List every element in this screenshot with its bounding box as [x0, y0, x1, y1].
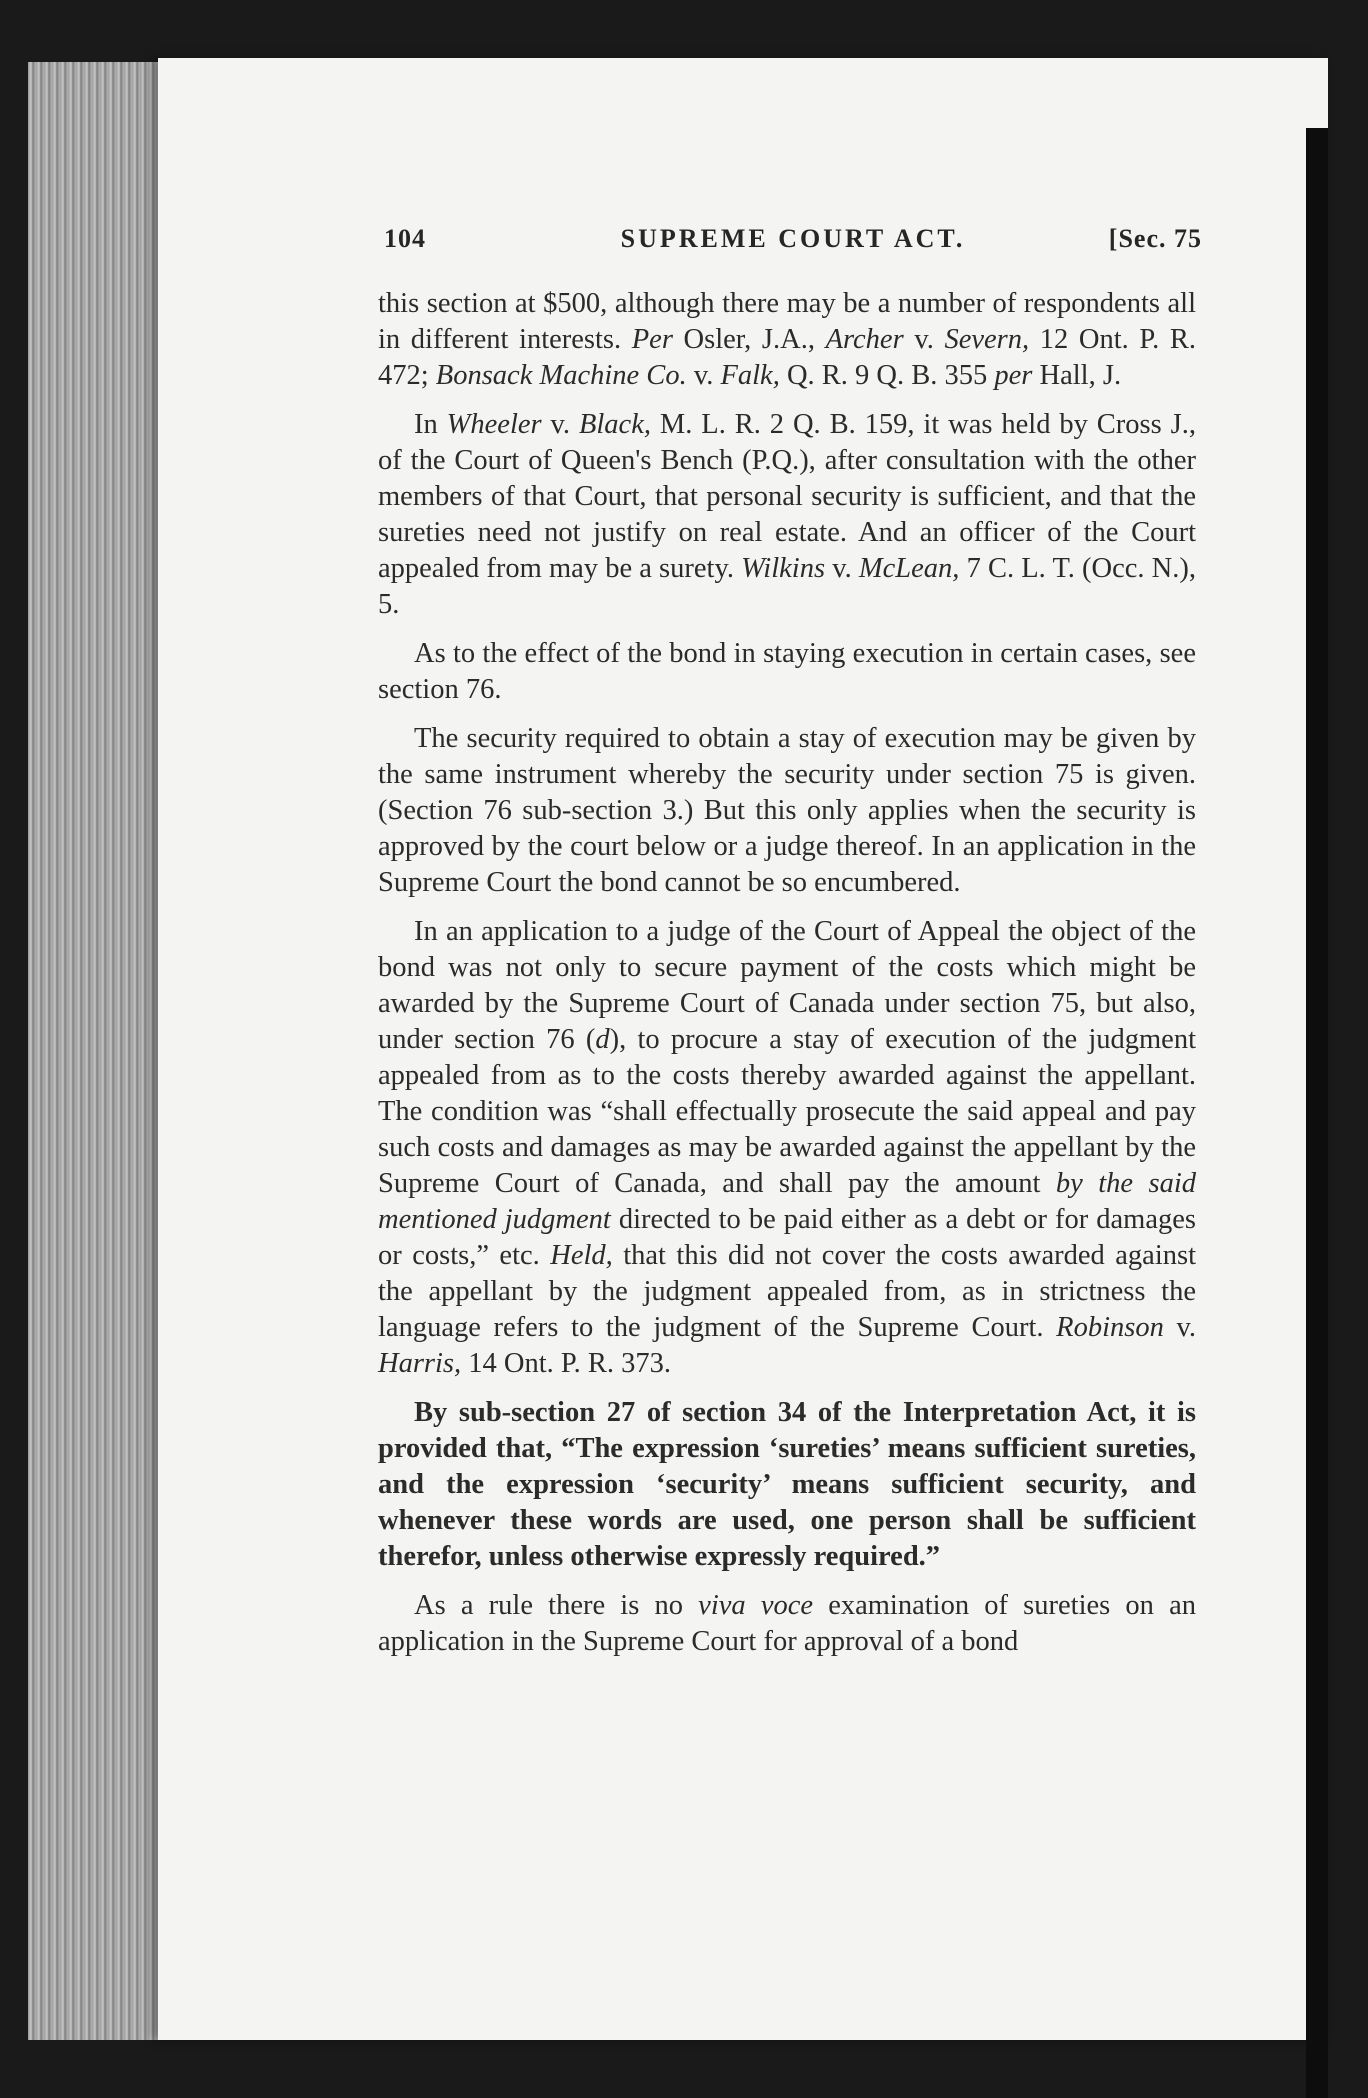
- italic-text: Wheeler: [446, 409, 542, 440]
- text-run: that this did not cover the costs awarded against the appellant by the judgment appealed from, as in strictness the language refers to the judgment of the Supreme Court.: [378, 1240, 1196, 1343]
- italic-text: per: [994, 360, 1033, 391]
- text-run: As a rule there is no: [414, 1590, 699, 1621]
- paragraph: [378, 286, 1196, 394]
- italic-text: Severn,: [944, 324, 1030, 355]
- text-run: The security required to obtain a stay of execution may be given by the same instrument whereby the security under section 75 is given. (Section 76 sub-section 3.) But this only applies when the security is approved by the court below or a judge thereof. In an application in the Supreme Court the bond cannot be so encumbered.: [378, 723, 1196, 898]
- text-run: 12 Ont. P. R. 472;: [378, 324, 1197, 391]
- text-run: M. L. R. 2 Q. B. 159, it was held by Cross J., of the Court of Queen's Bench (P.Q.), after consultation with the other members of that Court, that personal security is sufficient, and that the sureties need not justify on real estate. And an officer of the Court appealed from may be a surety.: [378, 409, 1196, 584]
- italic-text: Wilkins: [741, 553, 826, 584]
- paragraph: [378, 407, 1196, 623]
- text-run: 14 Ont. P. R. 373.: [461, 1348, 671, 1379]
- italic-text: McLean,: [858, 553, 960, 584]
- paragraph: [378, 914, 1196, 1382]
- text-run: v.: [541, 409, 579, 440]
- text-run: this section at $500, although there may be a number of respondents all in different interests.: [378, 288, 1196, 355]
- text-run: As to the effect of the bond in staying execution in certain cases, see section 76.: [378, 638, 1196, 705]
- paragraph: [378, 636, 1196, 708]
- text-run: In an application to a judge of the Court of Appeal the object of the bond was not only to secure payment of the costs which might be awarded by the Supreme Court of Canada under section 75, but also, under section 76 (: [378, 916, 1196, 1055]
- page-edges: [28, 62, 178, 2040]
- italic-text: Bonsack Machine Co.: [435, 360, 687, 391]
- page-number: 104: [384, 224, 426, 253]
- book-spine-shadow: [1306, 128, 1328, 2098]
- text-run: directed to be paid either as a debt or for damages or costs,” etc.: [378, 1204, 1196, 1271]
- paragraph: [378, 1588, 1196, 1660]
- text-run: Q. R. 9 Q. B. 355: [779, 360, 995, 391]
- text-run: examination of sureties on an application in the Supreme Court for approval of a bond: [378, 1590, 1196, 1657]
- italic-text: Robinson: [1056, 1312, 1164, 1343]
- text-run: v.: [903, 324, 945, 355]
- text-run: By sub-section 27 of section 34 of the Interpretation Act, it is provided that, “The expression ‘sureties’ means sufficient sureties, and the expression ‘security’ means sufficient security, and whenever these words are used, one person shall be sufficient therefor, unless otherwise expressly required.”: [378, 1397, 1196, 1572]
- text-run: In: [414, 409, 447, 440]
- text-run: v.: [686, 360, 721, 391]
- text-run: v.: [825, 553, 859, 584]
- text-run: 7 C. L. T. (Occ. N.), 5.: [378, 553, 1196, 620]
- paragraph: [378, 721, 1196, 901]
- italic-text: by the said mentioned judgment: [378, 1168, 1197, 1235]
- italic-text: viva voce: [698, 1590, 814, 1621]
- running-head: [384, 224, 1202, 264]
- paragraph: [378, 1395, 1196, 1575]
- body-text: [378, 286, 1196, 1673]
- italic-text: Black,: [578, 409, 651, 440]
- italic-text: Held,: [550, 1240, 613, 1271]
- italic-text: Falk,: [720, 360, 780, 391]
- section-reference: [Sec. 75: [1108, 224, 1202, 253]
- text-run: ), to procure a stay of execution of the judgment appealed from as to the costs thereby awarded against the appellant. The condition was “shall effectually prosecute the said appeal and pay such costs and damages as may be awarded against the appellant by the Supreme Court of Canada, and shall pay the amount: [378, 1024, 1196, 1199]
- italic-text: d: [595, 1024, 610, 1055]
- text-run: Osler, J.A.,: [672, 324, 826, 355]
- italic-text: Per: [631, 324, 673, 355]
- text-run: Hall, J.: [1032, 360, 1122, 391]
- running-title: SUPREME COURT ACT.: [620, 224, 966, 253]
- italic-text: Harris,: [378, 1348, 462, 1379]
- italic-text: Archer: [825, 324, 904, 355]
- text-run: v.: [1163, 1312, 1197, 1343]
